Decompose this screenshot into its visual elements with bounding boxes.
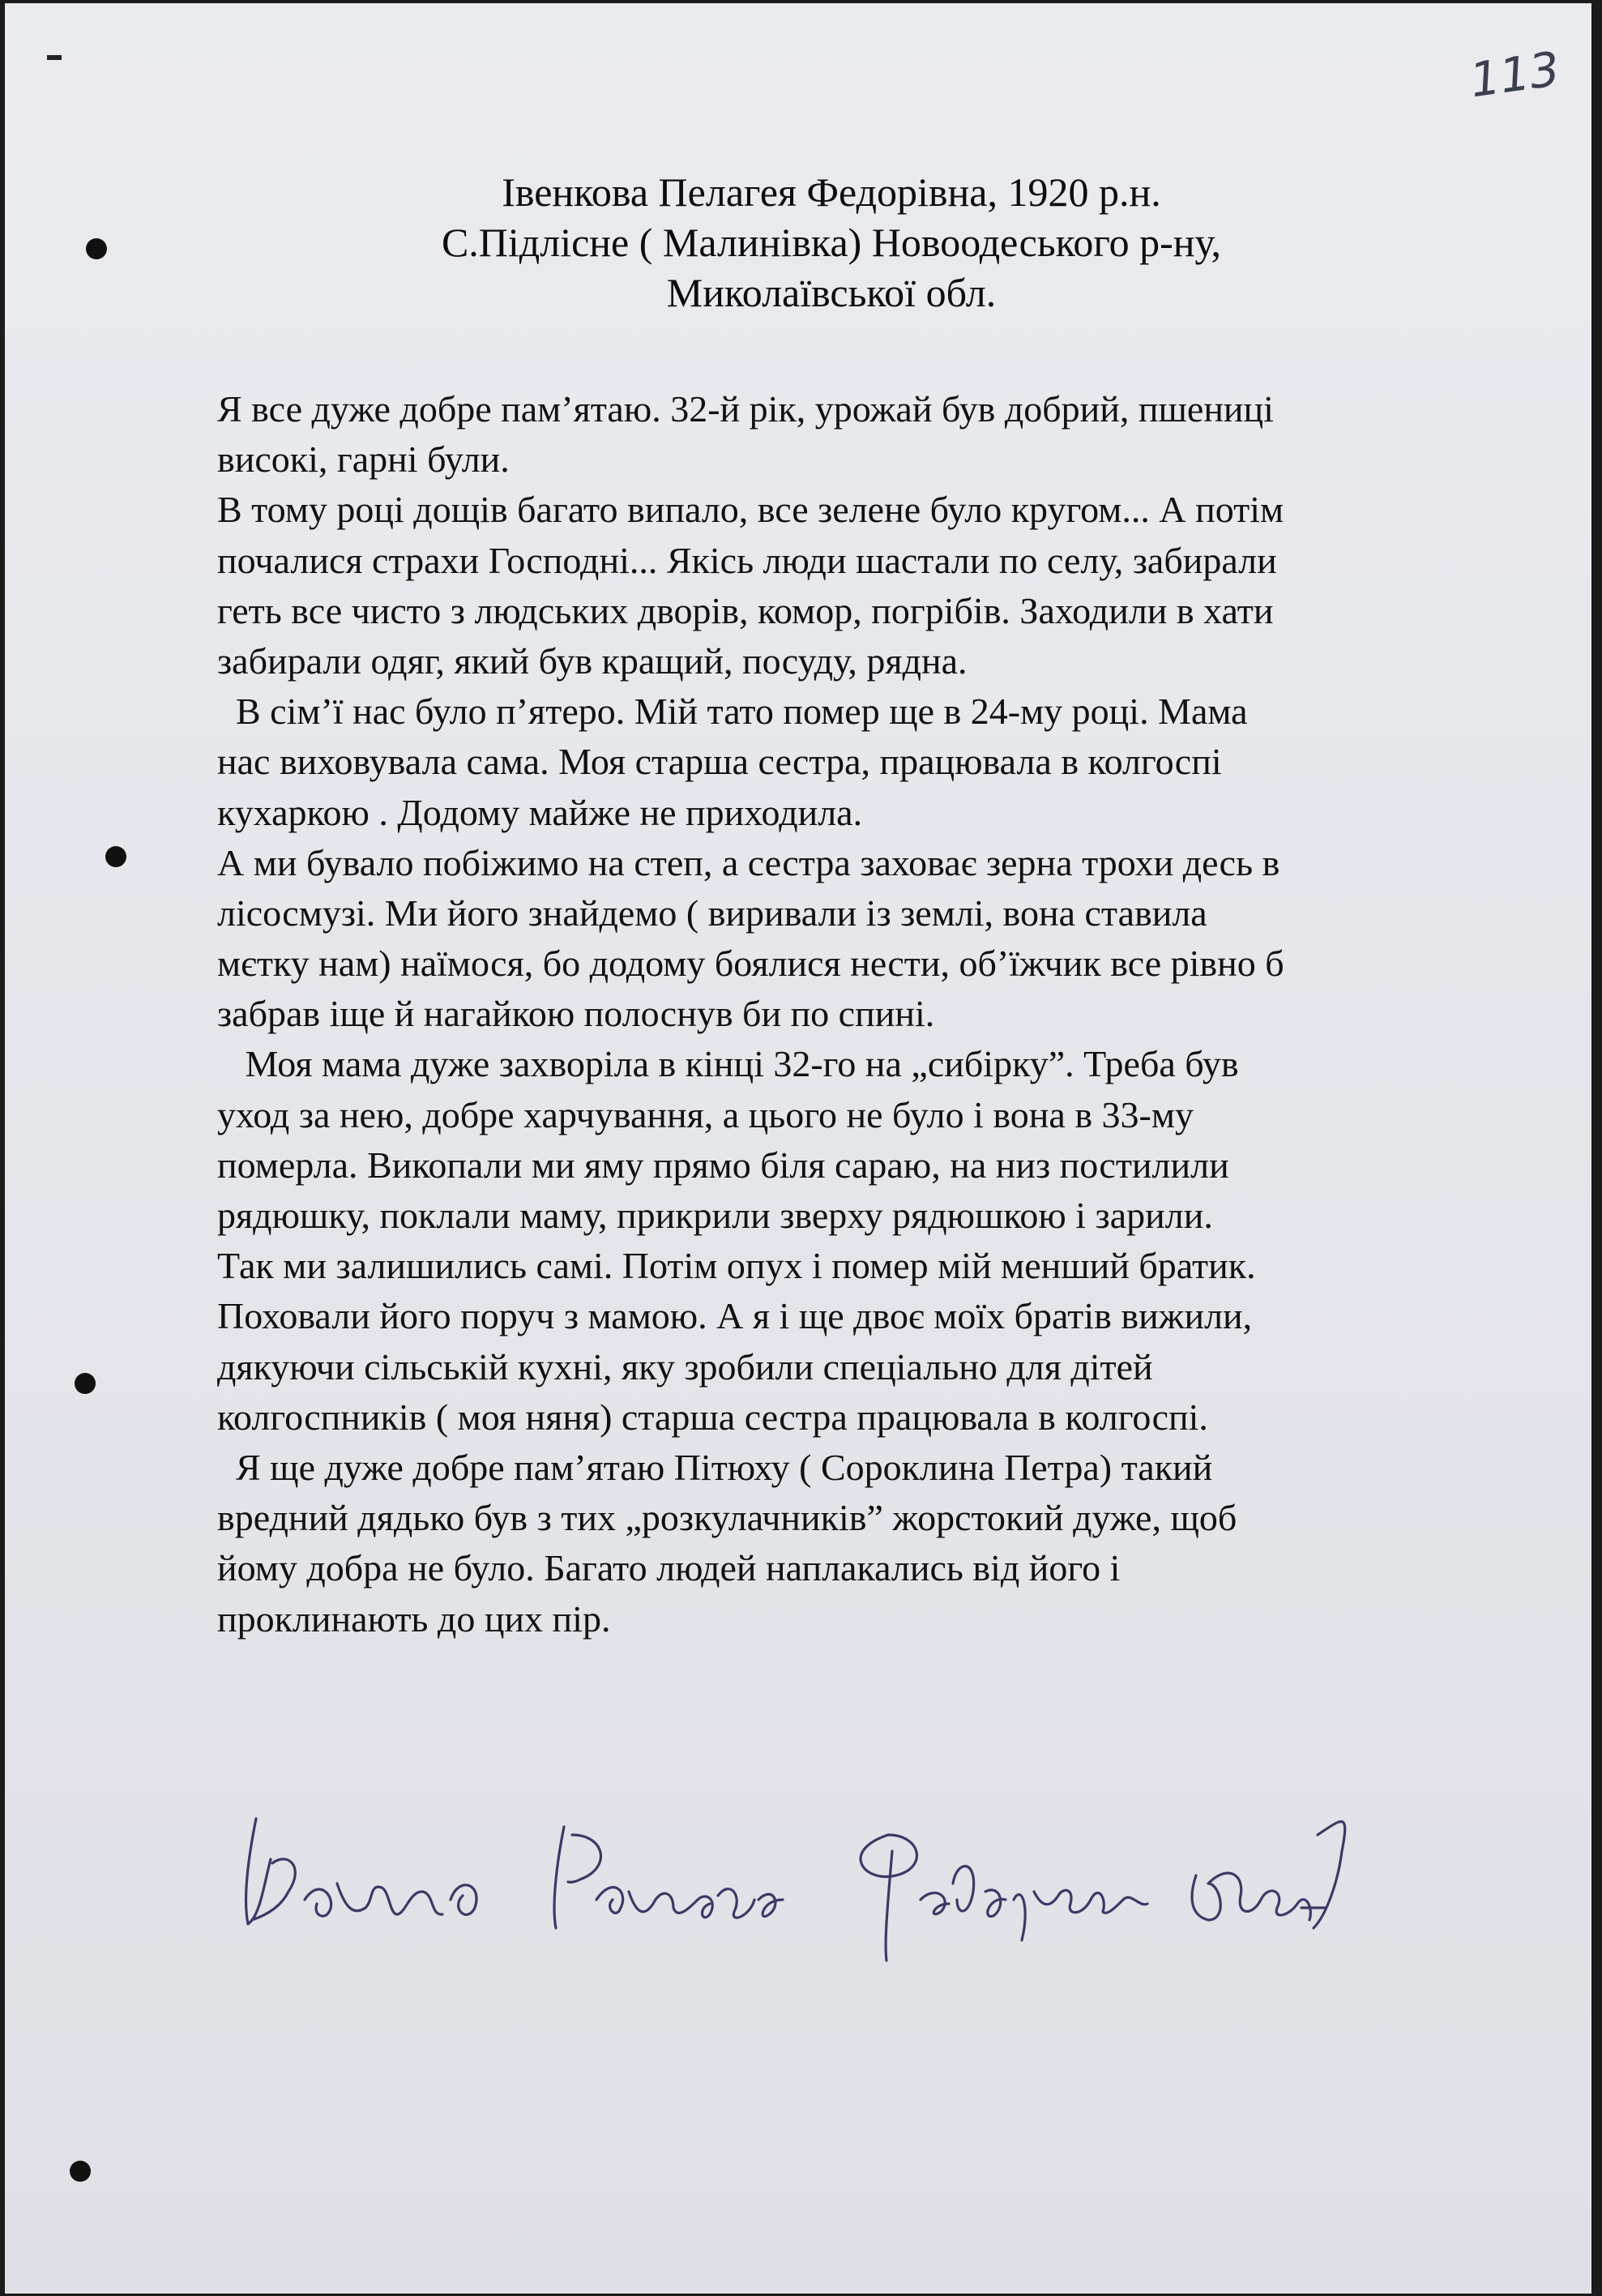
punch-hole	[75, 1373, 96, 1394]
body-line: лісосмузі. Ми його знайдемо ( виривали із землі, вона ставила	[217, 891, 1207, 934]
body-line: проклинають до цих пір.	[217, 1597, 611, 1640]
body-line: Поховали його поруч з мамою. А я і ще двоє моїх братів вижили,	[217, 1295, 1253, 1337]
body-line: Так ми залишились самі. Потім опух і помер мій менший братик.	[217, 1245, 1256, 1287]
body-line: Я все дуже добре пам’ятаю. 32-й рік, урожай був добрий, пшениці	[217, 388, 1274, 430]
body-line: вредний дядько був з тих „розкулачників” жорстокий дуже, щоб	[217, 1497, 1237, 1539]
body-line: нас виховувала сама. Моя старша сестра, працювала в колгоспі	[217, 741, 1222, 783]
handwritten-signature	[224, 1786, 1439, 1965]
archive-page-number: 113	[1466, 41, 1563, 109]
body-line: уход за нею, добре харчування, а цього не було і вона в 33-му	[217, 1093, 1194, 1135]
body-line: кухаркою . Додому майже не приходила.	[217, 791, 863, 833]
document-header	[248, 167, 1415, 318]
body-line: Я ще дуже добре пам’ятаю Пітюху ( Сороклина Петра) такий	[217, 1446, 1213, 1488]
body-line: почалися страхи Господні... Якісь люди шастали по селу, забирали	[217, 539, 1277, 581]
body-line: забрав іще й нагайкою полоснув би по спині.	[217, 993, 935, 1035]
body-line: мєтку нам) наїмося, бо додому боялися нести, об’їжчик все рівно б	[217, 943, 1284, 985]
body-line: померла. Викопали ми яму прямо біля сараю, на низ постилили	[217, 1144, 1229, 1186]
corner-mark	[47, 55, 62, 60]
header-line: Івенкова Пелагея Федорівна, 1920 р.н.	[502, 169, 1161, 215]
faint-ghost-number	[1407, 2216, 1422, 2272]
punch-hole	[70, 2161, 91, 2182]
body-line: А ми бувало побіжимо на степ, а сестра заховає зерна трохи десь в	[217, 841, 1280, 883]
header-line: С.Підлісне ( Малинівка) Новоодеського р-ну,	[441, 220, 1222, 265]
header-line: Миколаївської обл.	[666, 270, 997, 315]
body-line: йому добра не було. Багато людей наплакались від його і	[217, 1547, 1121, 1589]
body-line: забирали одяг, який був кращий, посуду, рядна.	[217, 639, 968, 682]
punch-hole	[86, 238, 107, 259]
body-line: дякуючи сільській кухні, яку зробили спеціально для дітей	[217, 1345, 1153, 1387]
punch-hole	[105, 846, 126, 867]
document-page	[5, 3, 1591, 2294]
body-line: геть все чисто з людських дворів, комор, погрібів. Заходили в хати	[217, 589, 1274, 631]
body-line: В сім’ї нас було п’ятеро. Мій тато помер ще в 24-му році. Мама	[217, 691, 1248, 733]
signature-drawing	[224, 1786, 1439, 1965]
body-line: В тому році дощів багато випало, все зелене було кругом... А потім	[217, 489, 1284, 531]
body-line: високі, гарні були.	[217, 438, 510, 481]
body-line: рядюшку, поклали маму, прикрили зверху рядюшкою і зарили.	[217, 1195, 1213, 1236]
body-line: колгоспників ( моя няня) старша сестра працювала в колгоспі.	[217, 1396, 1208, 1438]
testimony-body	[217, 384, 1465, 1644]
body-line: Моя мама дуже захворіла в кінці 32-го на „сибірку”. Треба був	[217, 1043, 1239, 1085]
